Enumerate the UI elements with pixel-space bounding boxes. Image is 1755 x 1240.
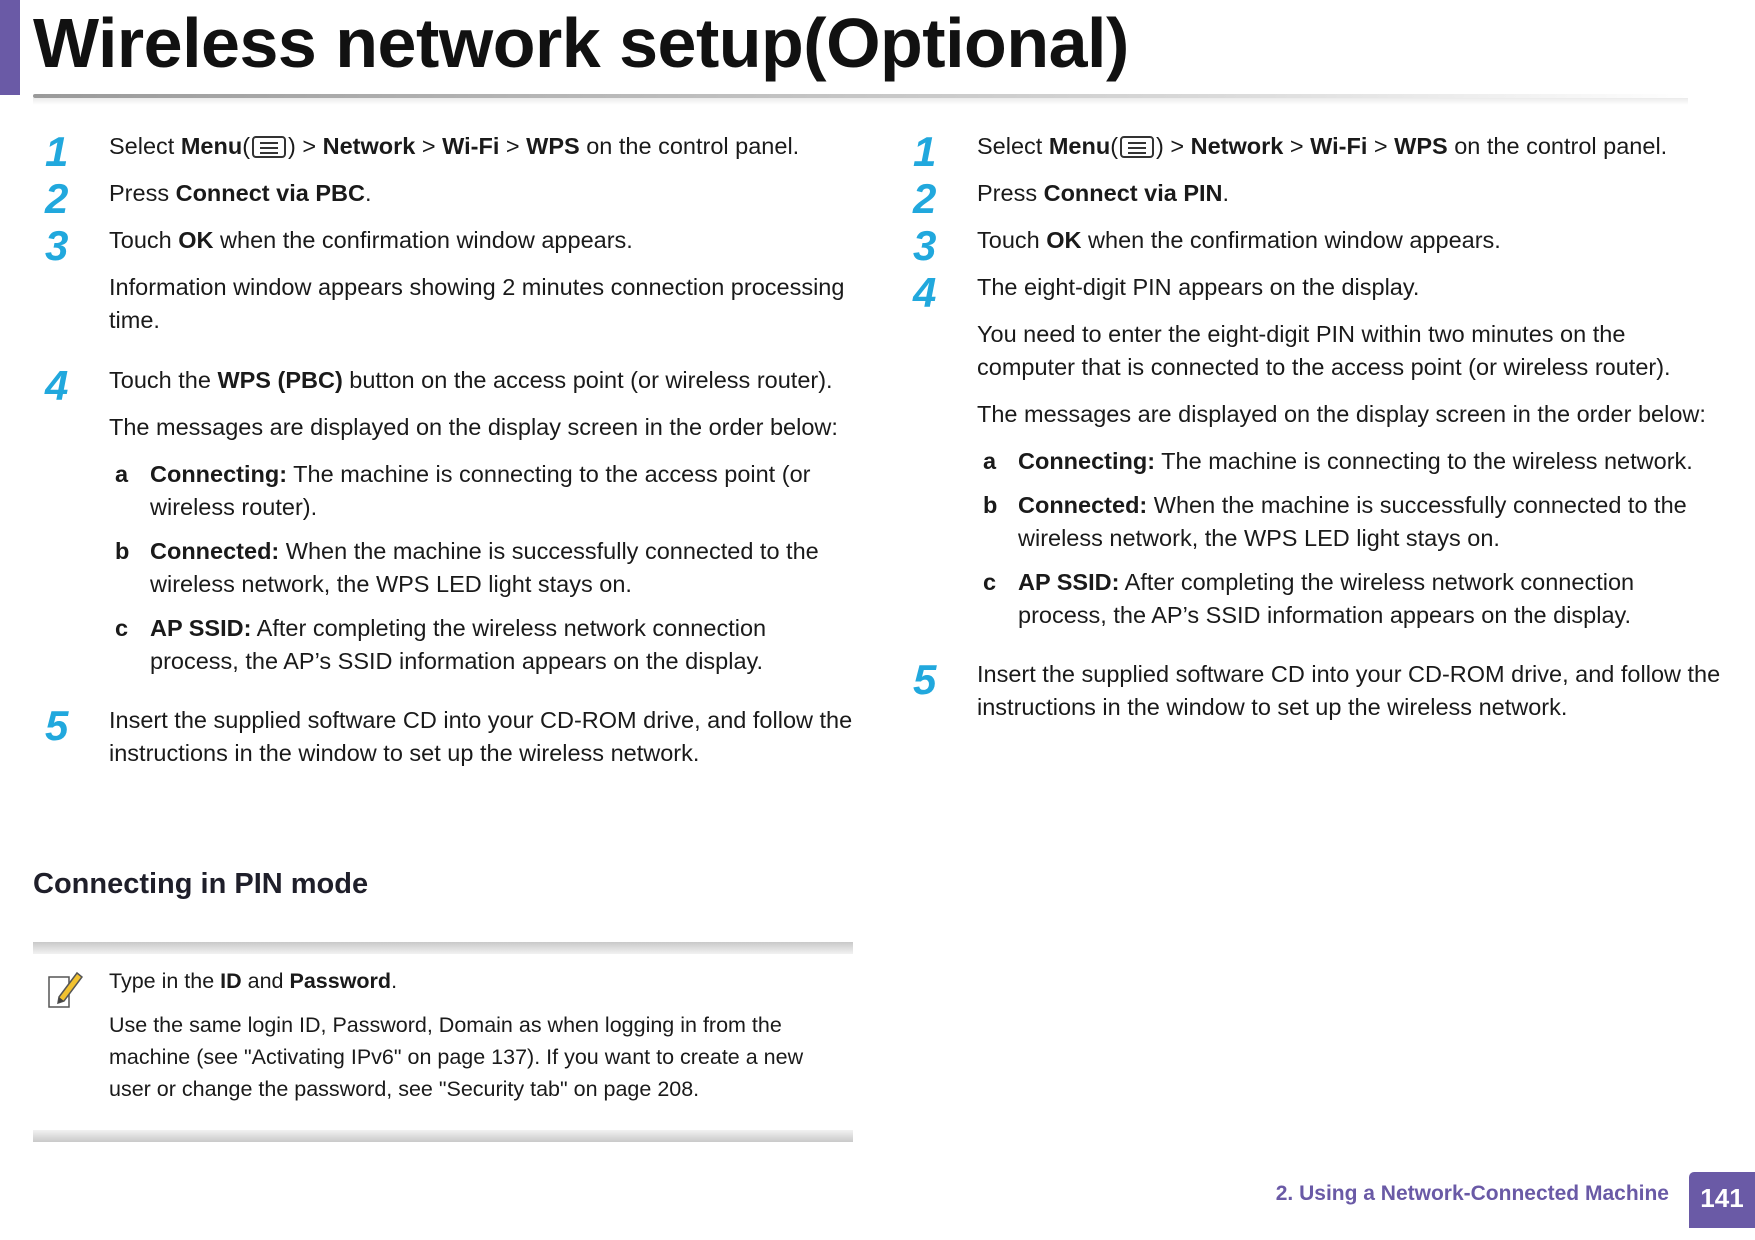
menu-icon [252,136,286,158]
right-step-1: 1 Select Menu( ) > Network > Wi-Fi > WPS on the control panel. [913,128,1668,175]
note-top-rule [33,942,853,954]
right-step-3: 3 Touch OK when the confirmation window appears. [913,222,1501,269]
note-pencil-icon [47,969,83,1009]
sub-item-a: a Connecting: The machine is connecting to the access point (or wireless router). [115,461,811,520]
step-paragraph: Information window appears showing 2 minutes connection processing time. [109,274,845,333]
note-bottom-rule [33,1130,853,1142]
step-number: 4 [913,269,937,316]
section-heading: Connecting in PIN mode [33,868,369,900]
step-number: 5 [45,702,69,749]
step-paragraph: The messages are displayed on the display screen in the order below: [977,401,1706,427]
footer-chapter: 2. Using a Network-Connected Machine [1275,1182,1669,1205]
step-number: 4 [45,362,69,409]
step-number: 3 [913,222,937,269]
sub-item-c: c AP SSID: After completing the wireless network connection process, the AP’s SSID information appears on the display. [115,615,767,674]
right-column [913,130,1723,738]
step-number: 2 [45,175,69,222]
step-paragraph: The messages are displayed on the display screen in the order below: [109,414,838,440]
title-accent-bar [0,0,20,95]
left-step-5: 5 Insert the supplied software CD into your CD-ROM drive, and follow the instructions in the window to set up the wireless network. [45,702,853,766]
step-number: 3 [45,222,69,269]
left-step-1: 1 Select Menu( ) > Network > Wi-Fi > WPS on the control panel. [45,128,800,175]
step-number: 2 [913,175,937,222]
right-step-4: 4 The eight-digit PIN appears on the display. You need to enter the eight-digit PIN within two minutes on the computer that is connected to the access point (or wireless router). The messages are displayed on the display screen in the order below: a Connecting: The machine is connecting to the wireless network. b Connected: When the machine is successfully connected to the wireless network, the WPS LED light stays on. c AP SSID: After completing the wireless network connection process, the AP’s SSID information appears on the display. [913,271,1723,632]
sub-item-a: a Connecting: The machine is connecting to the wireless network. [983,448,1693,474]
sub-item-b: b Connected: When the machine is successfully connected to the wireless network, the WPS LED light stays on. [983,492,1687,551]
page-title: Wireless network setup(Optional) [33,4,1129,82]
step-number: 1 [45,128,69,175]
sub-item-b: b Connected: When the machine is successfully connected to the wireless network, the WPS LED light stays on. [115,538,819,597]
step-number: 1 [913,128,937,175]
page-number-badge: 141 [1689,1172,1755,1228]
left-step-2: 2 Press Connect via PBC. [45,175,372,222]
title-rule-shadow [33,98,1688,105]
right-step-2: 2 Press Connect via PIN. [913,175,1230,222]
left-step-4: 4 Touch the WPS (PBC) button on the access point (or wireless router). The messages are displayed on the display screen in the order below: a Connecting: The machine is connecting to the access point (or wireless router). b Connected: When the machine is successfully connected to the wireless network, the WPS LED light stays on. c AP SSID: After completing the wireless network connection process, the AP’s SSID information appears on the display. [45,364,855,678]
step-paragraph: You need to enter the eight-digit PIN within two minutes on the computer that is connected to the access point (or wireless router). [977,321,1671,380]
menu-icon [1120,136,1154,158]
right-step-5: 5 Insert the supplied software CD into your CD-ROM drive, and follow the instructions in the window to set up the wireless network. [913,656,1721,720]
left-column [45,130,855,784]
sub-item-c: c AP SSID: After completing the wireless network connection process, the AP’s SSID information appears on the display. [983,569,1635,628]
note-paragraph: Use the same login ID, Password, Domain as when logging in from the machine (see "Activating IPv6" on page 137). If you want to create a new user or change the password, see "Security tab" on page 208. [109,1013,804,1101]
step-number: 5 [913,656,937,703]
left-step-3: 3 Touch OK when the confirmation window appears. Information window appears showing 2 minutes connection processing time. [45,224,855,337]
